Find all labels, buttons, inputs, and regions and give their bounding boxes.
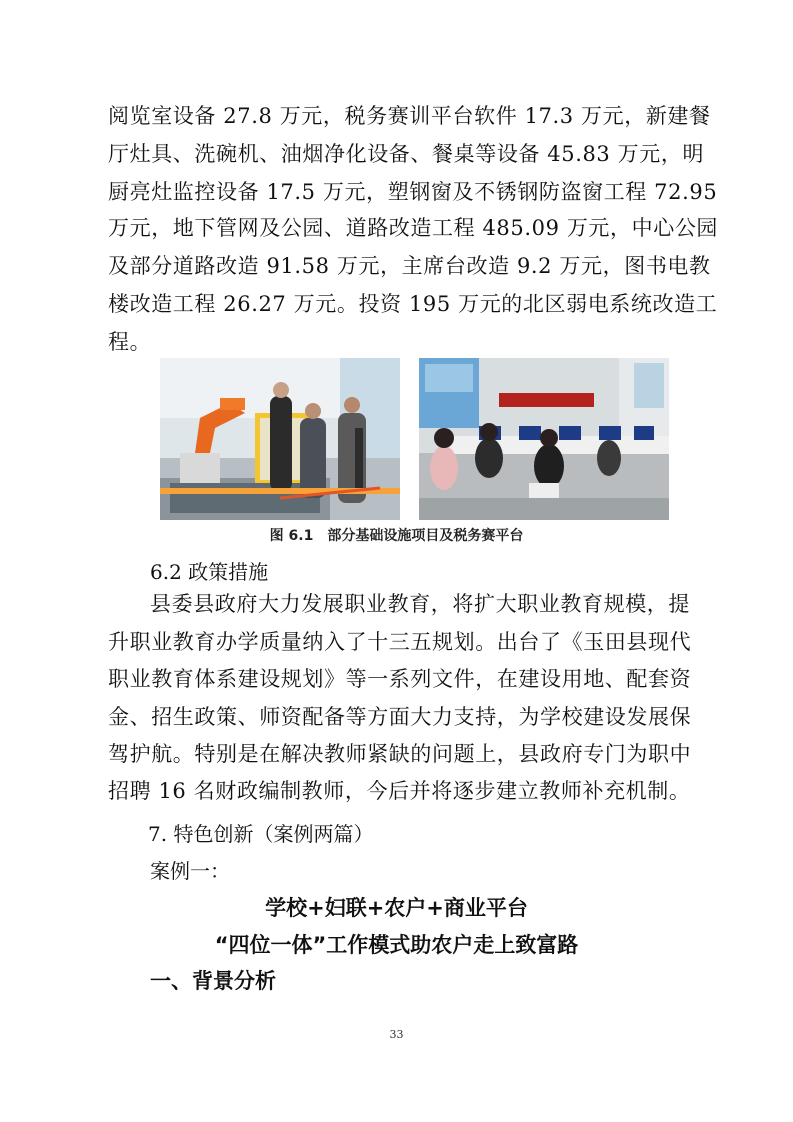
text-line: 驾护航。特别是在解决教师紧缺的问题上，县政府专门为职中 [108, 742, 692, 766]
text-line: 升职业教育办学质量纳入了十三五规划。出台了《玉田县现代 [108, 630, 692, 654]
text-line: 阅览室设备 27.8 万元，税务赛训平台软件 17.3 万元，新建餐 [108, 104, 711, 128]
photo-robot-training-lab [160, 358, 400, 520]
case-label: 案例一： [150, 859, 230, 883]
text-line: 招聘 16 名财政编制教师，今后并将逐步建立教师补充机制。 [108, 779, 691, 803]
figure-caption: 图 6.1 部分基础设施项目及税务赛平台 [269, 528, 524, 544]
text-line: 万元，地下管网及公园、道路改造工程 485.09 万元，中心公园 [108, 216, 719, 240]
text-line: 楼改造工程 26.27 万元。投资 195 万元的北区弱电系统改造工 [108, 292, 718, 316]
case-title-line-2: “四位一体”工作模式助农户走上致富路 [214, 933, 579, 957]
section-heading-6-2: 6.2 政策措施 [150, 560, 269, 584]
text-line: 及部分道路改造 91.58 万元，主席台改造 9.2 万元，图书电教 [108, 254, 711, 278]
text-line: 厨亮灶监控设备 17.5 万元，塑钢窗及不锈钢防盗窗工程 72.95 [108, 180, 718, 204]
text-line: 厅灶具、洗碗机、油烟净化设备、餐桌等设备 45.83 万元，明 [108, 142, 705, 166]
photo-tax-competition-platform [419, 358, 669, 520]
robot-lab-illustration [160, 358, 400, 520]
text-line: 程。 [108, 330, 152, 354]
computer-lab-illustration [419, 358, 669, 520]
case-title-line-1: 学校+妇联+农户+商业平台 [265, 896, 528, 920]
section-heading-7: 7. 特色创新（案例两篇） [148, 822, 374, 846]
text-line: 县委县政府大力发展职业教育，将扩大职业教育规模，提 [150, 592, 690, 616]
text-line: 职业教育体系建设规划》等一系列文件，在建设用地、配套资 [108, 667, 692, 691]
page-number: 33 [389, 1028, 404, 1041]
text-line: 金、招生政策、师资配备等方面大力支持，为学校建设发展保 [108, 705, 692, 729]
sub-heading-background: 一、背景分析 [150, 969, 276, 993]
